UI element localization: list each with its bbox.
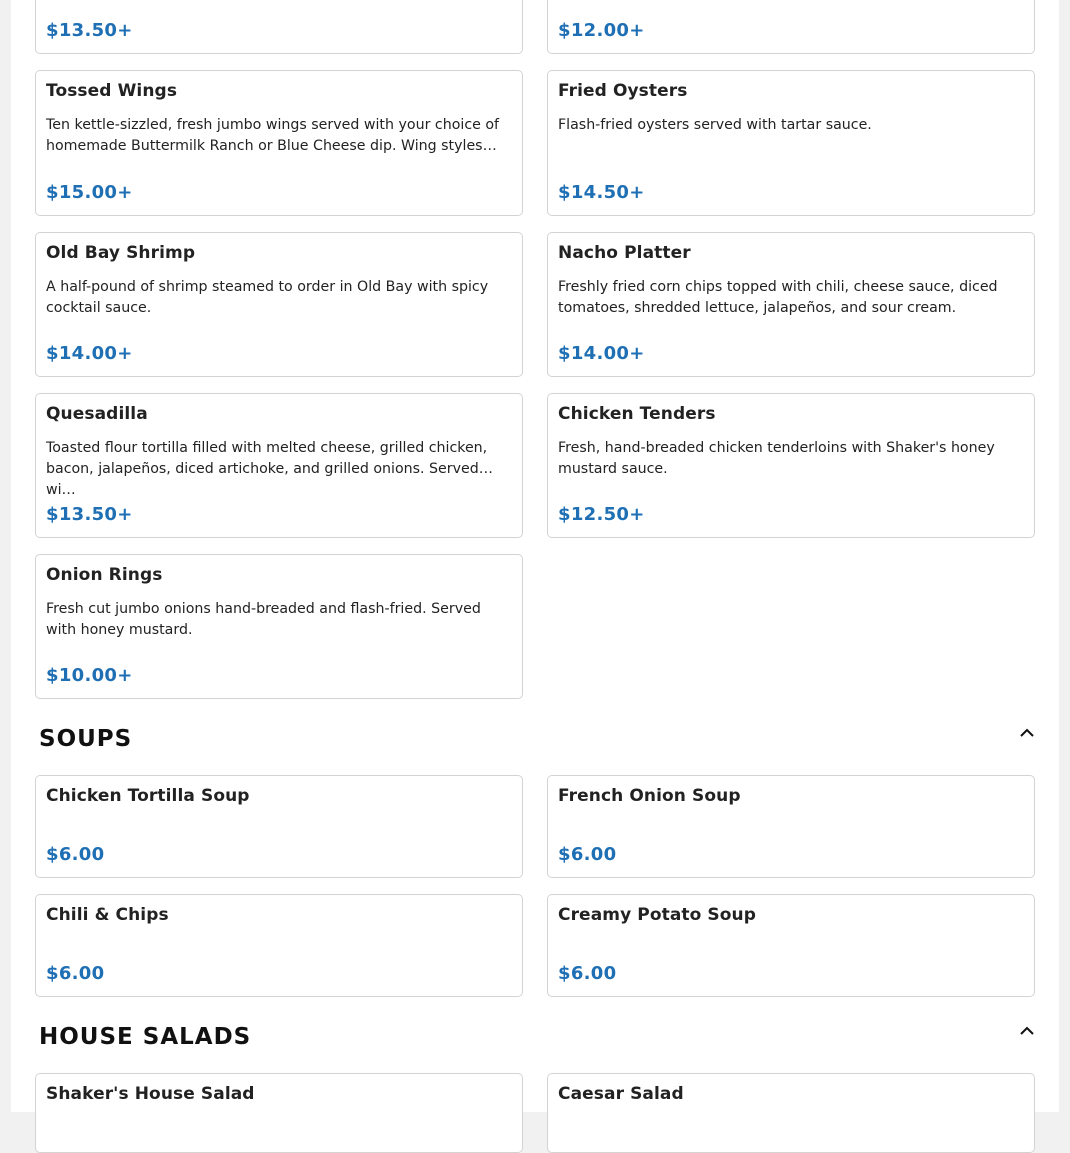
item-price: $14.00+	[558, 343, 645, 364]
item-description: Flash-fried oysters served with tartar sauce.	[558, 117, 872, 133]
item-description: Freshly fried corn chips topped with chili, cheese sauce, diced tomatoes, shredded lettuce, jalapeños, and sour cream.	[558, 279, 998, 316]
item-price: $14.00+	[46, 343, 133, 364]
item-description: Toasted flour tortilla filled with melted cheese, grilled chicken, bacon, jalapeños, diced artichoke, and grilled onions. Served wi…	[46, 440, 488, 498]
item-name: Onion Rings	[46, 565, 163, 585]
item-name: Nacho Platter	[558, 243, 691, 263]
menu-item-card[interactable]	[35, 554, 523, 699]
item-price: $13.50+	[46, 20, 133, 41]
item-name: Old Bay Shrimp	[46, 243, 196, 263]
item-price: $15.00+	[46, 182, 133, 203]
item-name: French Onion Soup	[558, 786, 741, 806]
item-name: Caesar Salad	[558, 1084, 684, 1104]
menu-item-card[interactable]	[35, 393, 523, 538]
item-price: $12.50+	[558, 504, 645, 525]
chevron-up-icon[interactable]	[1017, 723, 1037, 743]
menu-item-card[interactable]	[547, 70, 1035, 216]
item-description: Ten kettle-sizzled, fresh jumbo wings served with your choice of homemade Buttermilk Ranch or Blue Cheese dip. Wing styles…	[46, 117, 500, 154]
menu-item-card[interactable]	[547, 393, 1035, 538]
menu-item-card[interactable]	[35, 775, 523, 878]
item-price: $6.00	[46, 844, 105, 865]
item-name: Chicken Tenders	[558, 404, 716, 424]
item-name: Tossed Wings	[46, 81, 178, 101]
menu-item-card[interactable]	[35, 232, 523, 377]
menu-item-card[interactable]	[547, 232, 1035, 377]
item-price: $12.00+	[558, 20, 645, 41]
menu-item-card[interactable]	[547, 1073, 1035, 1153]
menu-item-card[interactable]	[35, 70, 523, 216]
section-title-soups: SOUPS	[39, 726, 133, 752]
item-description: A half-pound of shrimp steamed to order in Old Bay with spicy cocktail sauce.	[46, 279, 489, 316]
item-name: Creamy Potato Soup	[558, 905, 757, 925]
menu-item-card[interactable]	[35, 894, 523, 997]
item-price: $14.50+	[558, 182, 645, 203]
menu-item-card[interactable]	[547, 0, 1035, 54]
item-name: Fried Oysters	[558, 81, 688, 101]
chevron-up-icon[interactable]	[1017, 1021, 1037, 1041]
menu-item-card[interactable]	[35, 1073, 523, 1153]
item-name: Chili & Chips	[46, 905, 169, 925]
item-price: $6.00	[46, 963, 105, 984]
item-price: $10.00+	[46, 665, 133, 686]
item-price: $6.00	[558, 844, 617, 865]
item-name: Chicken Tortilla Soup	[46, 786, 250, 806]
menu-page	[11, 0, 1059, 1112]
item-description: Fresh cut jumbo onions hand-breaded and flash-fried. Served with honey mustard.	[46, 601, 481, 638]
item-name: Shaker's House Salad	[46, 1084, 255, 1104]
section-title-house-salads: HOUSE SALADS	[39, 1024, 252, 1050]
menu-item-card[interactable]	[547, 775, 1035, 878]
item-description: Fresh, hand-breaded chicken tenderloins with Shaker's honey mustard sauce.	[558, 440, 995, 477]
item-price: $13.50+	[46, 504, 133, 525]
menu-item-card[interactable]	[547, 894, 1035, 997]
item-price: $6.00	[558, 963, 617, 984]
menu-item-card[interactable]	[35, 0, 523, 54]
item-name: Quesadilla	[46, 404, 148, 424]
